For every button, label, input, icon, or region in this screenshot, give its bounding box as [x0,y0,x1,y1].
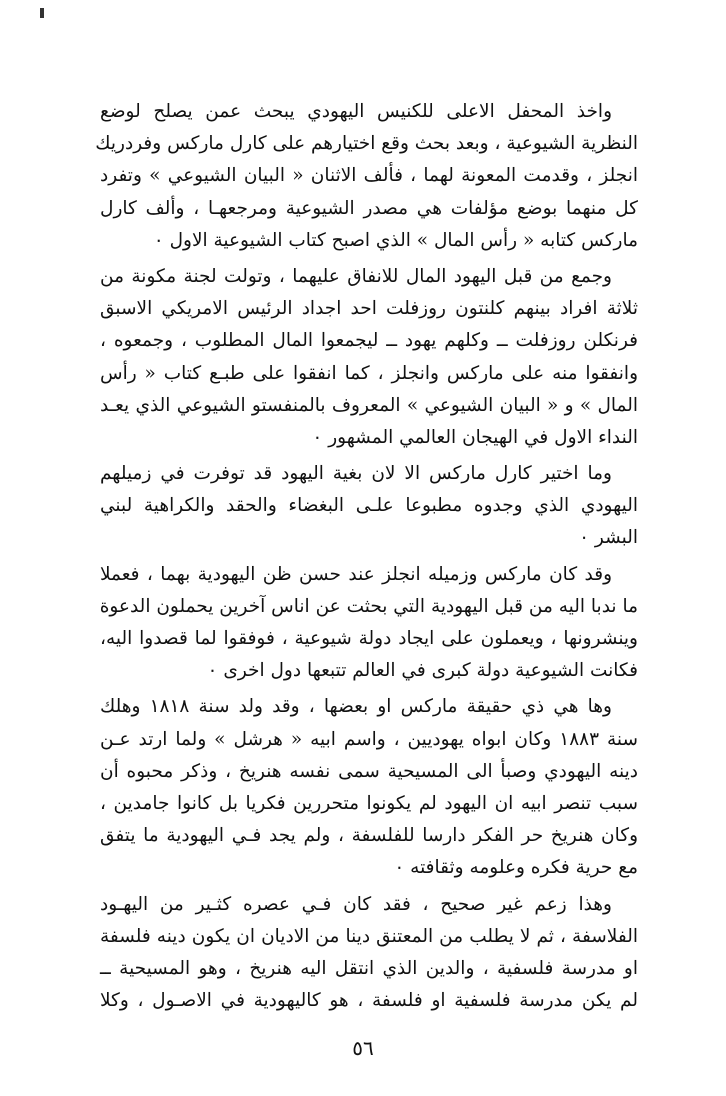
page-number: ٥٦ [352,1036,374,1060]
text-line: النداء الاول في الهيجان العالمي المشهور ٠ [312,426,638,448]
paragraph-2 [100,261,638,454]
text-line: انجلز ، وقدمت المعونة لهما ، فألف الاثنان « البيان الشيوعي » وتفرد [100,165,638,187]
text-line: وانفقوا منه على ماركس وانجلز ، كما انفقوا على طبـع كتاب « رأس [100,362,638,384]
text-line: وقد كان ماركس وزميله انجلز عند حسن ظن اليهودية بهما ، فعملا [100,563,612,585]
text-line: اليهودي الذي وجدوه مطبوعا علـى البغضاء والحقد والكراهية لبني [100,495,638,517]
text-line: وهذا زعم غير صحيح ، فقد كان فـي عصره كثـير من اليهـود [100,893,612,915]
text-line: او مدرسة فلسفية ، والدين الذي انتقل اليه هنريخ ، وهو المسيحية ــ [100,957,638,979]
text-line: وما اختير كارل ماركس الا لان بغية اليهود قد توفرت في زميلهم [100,463,612,485]
body-text [95,96,638,1021]
text-line: البشر ٠ [579,527,638,549]
text-line: وجمع من قبل اليهود المال للانفاق عليهما ، وتولت لجنة مكونة من [100,265,612,287]
text-line: فرنكلن روزفلت ــ وكلهم يهود ــ ليجمعوا المال المطلوب ، وجمعوه ، [100,330,638,352]
text-line: ما ندبا اليه من قبل اليهودية التي بحثت عن اناس آخرين يحملون الدعوة [99,595,638,617]
text-line: واخذ المحفل الاعلى للكنيس اليهودي يبحث عمن يصلح لوضع [100,101,612,122]
text-line: ماركس كتابه « رأس المال » الذي اصبح كتاب الشيوعية الاول ٠ [153,229,638,251]
text-line: الفلاسفة ، ثم لا يطلب من المعتنق دينا من الاديان ان يكون دينه فلسفة [100,925,638,947]
text-line: النظرية الشيوعية ، وبعد بحث وقع اختيارهم على كارل ماركس وفردريك [95,133,638,155]
corner-mark [40,8,44,18]
paragraph-5 [100,691,638,884]
paragraph-1 [95,96,638,257]
text-line: وها هي ذي حقيقة ماركس او بعضها ، وقد ولد سنة ١٨١٨ وهلك [100,696,612,718]
text-line: لم يكن مدرسة فلسفية او فلسفة ، هو كاليهودية في الاصـول ، وكلا [100,990,638,1012]
text-line: المال » و « البيان الشيوعي » المعروف بالمنفستو الشيوعي الذي يعـد [100,394,638,416]
text-line: كل منهما بوضع مؤلفات هي مصدر الشيوعية ومرجعهـا ، وألف كارل [100,197,638,219]
paragraph-6 [100,889,638,1018]
text-line: سبب تنصر ابيه ان اليهود لم يكونوا متحررين فكريا بل كانوا جامدين ، [100,792,638,814]
text-line: فكانت الشيوعية دولة كبرى في العالم تتبعها دول اخرى ٠ [207,660,638,682]
text-line: ثلاثة افراد بينهم كلنتون روزفلت احد اجداد الرئيس الامريكي الاسبق [100,298,638,320]
text-line: وكان هنريخ حر الفكر دارسا للفلسفة ، ولم يجد فـي اليهودية ما يتفق [100,825,638,847]
paragraph-4 [100,559,638,688]
text-line: دينه اليهودي وصبأ الى المسيحية سمى نفسه هنريخ ، وذكر محبوه أن [100,760,638,782]
text-line: مع حرية فكره وعلومه وثقافته ٠ [394,857,638,879]
text-line: وينشرونها ، ويعملون على ايجاد دولة شيوعية ، فوفقوا لما قصدوا اليه، [100,628,638,649]
text-line: سنة ١٨٨٣ وكان ابواه يهوديين ، واسم ابيه « هرشل » ولما ارتد عـن [100,728,638,750]
paragraph-3 [100,458,638,555]
